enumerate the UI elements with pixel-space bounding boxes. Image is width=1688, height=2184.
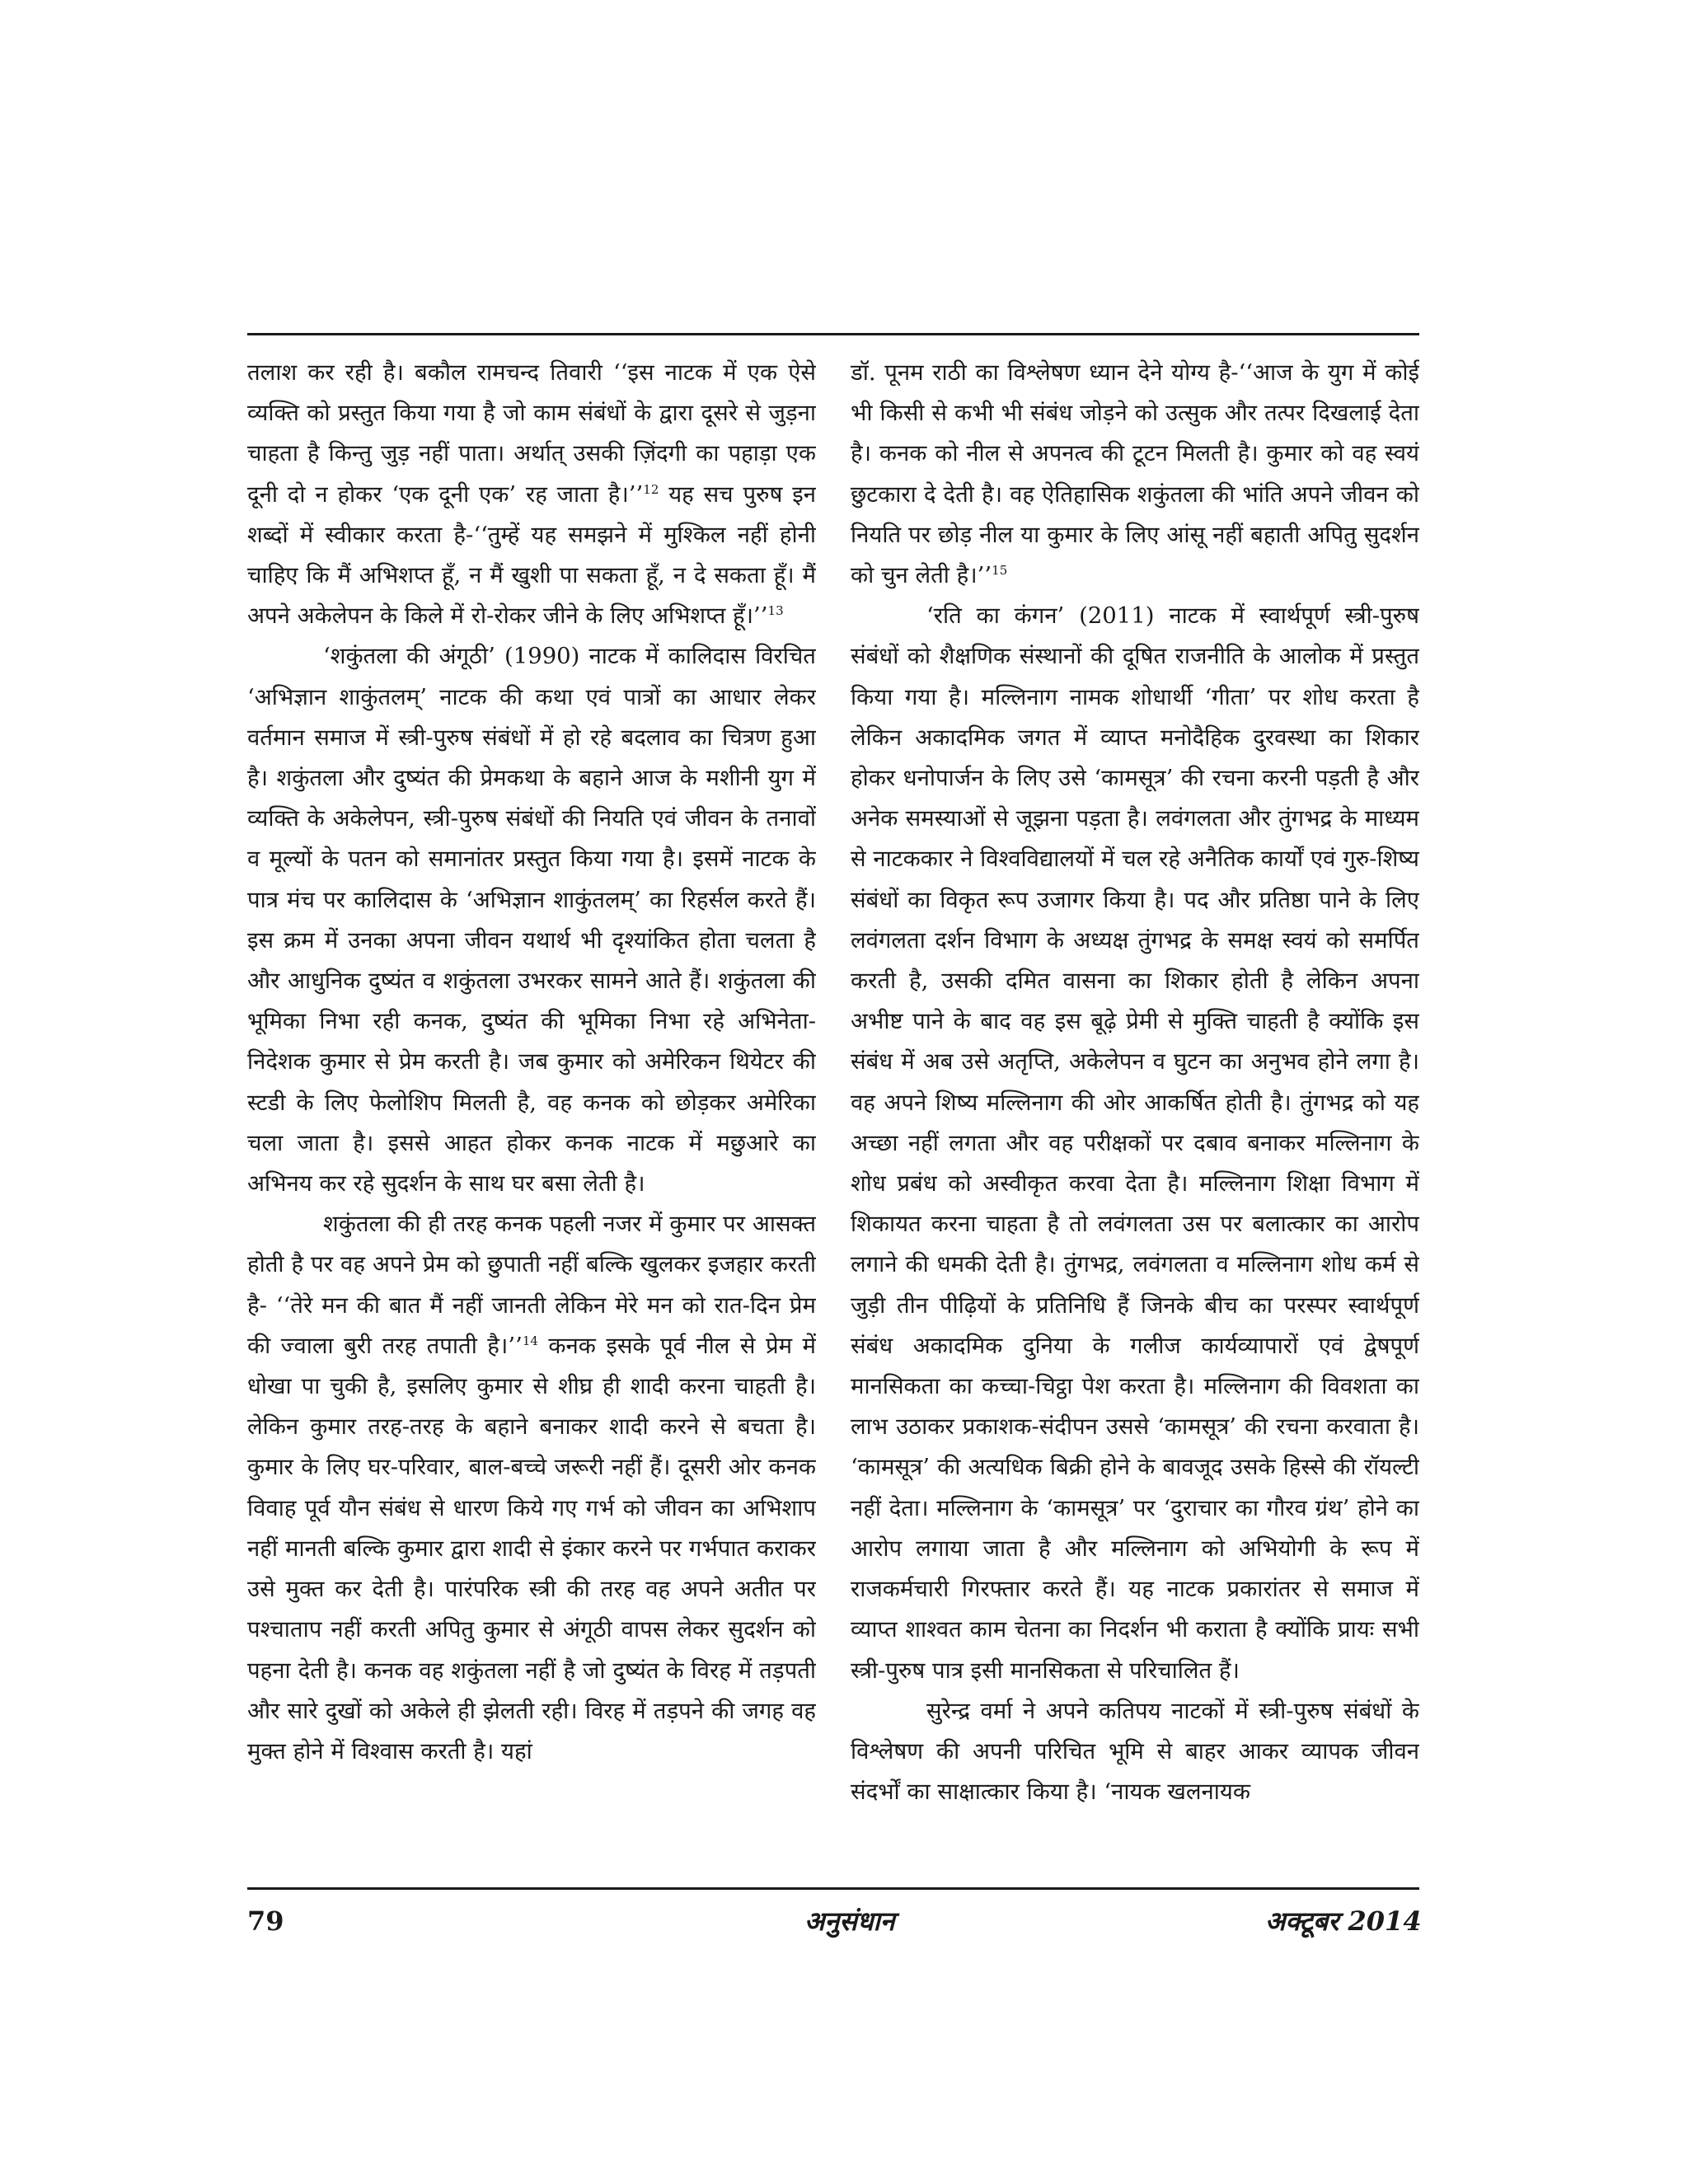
paragraph — [851, 353, 1419, 596]
paragraph-text: तलाश कर रही है। बकौल रामचन्द तिवारी ‘‘इस नाटक में एक ऐसे व्यक्ति को प्रस्तुत किया गया है जो काम संबंधों के द्वारा दूसरे से जुड़ना चाहता है किन्तु जुड़ नहीं पाता। अर्थात् उसकी ज़िंदगी का पहाड़ा एक दूनी दो न होकर ‘एक दूनी एक’ रह जाता है।’’ — [247, 359, 816, 508]
paragraph-text: कनक इसके पूर्व नील से प्रेम में धोखा पा चुकी है, इसलिए कुमार से शीघ्र ही शादी करना चाहती है। लेकिन कुमार तरह-तरह के बहाने बनाकर शादी करने से बचता है। कुमार के लिए घर-परिवार, बाल-बच्चे जरूरी नहीं हैं। दूसरी ओर कनक विवाह पूर्व यौन संबंध से धारण किये गए गर्भ को जीवन का अभिशाप नहीं मानती बल्कि कुमार द्वारा शादी से इंकार करने पर गर्भपात कराकर उसे मुक्त कर देती है। पारंपरिक स्त्री की तरह वह अपने अतीत पर पश्चाताप नहीं करती अपितु कुमार से अंगूठी वापस लेकर सुदर्शन को पहना देती है। कनक वह शकुंतला नहीं है जो दुष्यंत के विरह में तड़पती और सारे दुखों को अकेले ही झेलती रही। विरह में तड़पने की जगह वह मुक्त होने में विश्वास करती है। यहां — [247, 1332, 816, 1765]
paragraph — [851, 596, 1419, 1690]
issue-date: अक्टूबर 2014 — [1265, 1905, 1422, 1937]
paragraph-text: ‘शकुंतला की अंगूठी’ (1990) नाटक में कालिदास विरचित ‘अभिज्ञान शाकुंतलम्’ नाटक की कथा एवं पात्रों का आधार लेकर वर्तमान समाज में स्त्री-पुरुष संबंधों में हो रहे बदलाव का चित्रण हुआ है। शकुंतला और दुष्यंत की प्रेमकथा के बहाने आज के मशीनी युग में व्यक्ति के अकेलेपन, स्त्री-पुरुष संबंधों की नियति एवं जीवन के तनावों व मूल्यों के पतन को समानांतर प्रस्तुत किया गया है। इसमें नाटक के पात्र मंच पर कालिदास के ‘अभिज्ञान शाकुंतलम्’ का रिहर्सल करते हैं। इस क्रम में उनका अपना जीवन यथार्थ भी दृश्यांकित होता चलता है और आधुनिक दुष्यंत व शकुंतला उभरकर सामने आते हैं। शकुंतला की भूमिका निभा रही कनक, दुष्यंत की भूमिका निभा रहे अभिनेता-निदेशक कुमार से प्रेम करती है। जब कुमार को अमेरिकन थियेटर की स्टडी के लिए फेलोशिप मिलती है, वह कनक को छोड़कर अमेरिका चला जाता है। इससे आहत होकर कनक नाटक में मछुआरे का अभिनय कर रहे सुदर्शन के साथ घर बसा लेती है। — [247, 643, 816, 1197]
paragraph — [247, 353, 816, 636]
paragraph-text: सुरेन्द्र वर्मा ने अपने कतिपय नाटकों में स्त्री-पुरुष संबंधों के विश्लेषण की अपनी परिचित भूमि से बाहर आकर व्यापक जीवन संदर्भों का साक्षात्कार किया है। ‘नायक खलनायक — [851, 1697, 1419, 1806]
paragraph — [247, 636, 816, 1204]
footnote-ref: 15 — [992, 562, 1008, 578]
page-number: 79 — [247, 1905, 284, 1937]
footer-rule — [247, 1887, 1419, 1890]
paragraph — [247, 1204, 816, 1772]
journal-title: अनुसंधान — [804, 1905, 895, 1937]
footnote-ref: 13 — [767, 603, 784, 619]
footnote-ref: 12 — [643, 481, 659, 497]
left-column — [247, 353, 816, 1877]
paragraph-text: शकुंतला की ही तरह कनक पहली नजर में कुमार पर आसक्त होती है पर वह अपने प्रेम को छुपाती नहीं बल्कि खुलकर इजहार करती है- ‘‘तेरे मन की बात मैं नहीं जानती लेकिन मेरे मन को रात-दिन प्रेम की ज्वाला बुरी तरह तपाती है।’’ — [247, 1211, 816, 1359]
paragraph-text: यह सच पुरुष इन शब्दों में स्वीकार करता है-‘‘तुम्हें यह समझने में मुश्किल नहीं होनी चाहिए कि मैं अभिशप्त हूँ, न मैं खुशी पा सकता हूँ, न दे सकता हूँ। मैं अपने अकेलेपन के किले में रो-रोकर जीने के लिए अभिशप्त हूँ।’’ — [247, 480, 816, 630]
paragraph — [851, 1691, 1419, 1813]
right-column — [851, 353, 1419, 1877]
header-rule — [247, 333, 1419, 335]
paragraph-text: डॉ. पूनम राठी का विश्लेषण ध्यान देने योग्य है-‘‘आज के युग में कोई भी किसी से कभी भी संबंध जोड़ने को उत्सुक और तत्पर दिखलाई देता है। कनक को नील से अपनत्व की टूटन मिलती है। कुमार को वह स्वयं छुटकारा दे देती है। वह ऐतिहासिक शकुंतला की भांति अपने जीवन को नियति पर छोड़ नील या कुमार के लिए आंसू नहीं बहाती अपितु सुदर्शन को चुन लेती है।’’ — [851, 359, 1419, 589]
footnote-ref: 14 — [522, 1333, 538, 1348]
paragraph-text: ‘रति का कंगन’ (2011) नाटक में स्वार्थपूर्ण स्त्री-पुरुष संबंधों को शैक्षणिक संस्थानों की दूषित राजनीति के आलोक में प्रस्तुत किया गया है। मल्लिनाग नामक शोधार्थी ‘गीता’ पर शोध करता है लेकिन अकादमिक जगत में व्याप्त मनोदैहिक दुरवस्था का शिकार होकर धनोपार्जन के लिए उसे ‘कामसूत्र’ की रचना करनी पड़ती है और अनेक समस्याओं से जूझना पड़ता है। लवंगलता और तुंगभद्र के माध्यम से नाटककार ने विश्वविद्यालयों में चल रहे अनैतिक कार्यों एवं गुरु-शिष्य संबंधों का विकृत रूप उजागर किया है। पद और प्रतिष्ठा पाने के लिए लवंगलता दर्शन विभाग के अध्यक्ष तुंगभद्र के समक्ष स्वयं को समर्पित करती है, उसकी दमित वासना का शिकार होती है लेकिन अपना अभीष्ट पाने के बाद वह इस बूढ़े प्रेमी से मुक्ति चाहती है क्योंकि इस संबंध में अब उसे अतृप्ति, अकेलेपन व घुटन का अनुभव होने लगा है। वह अपने शिष्य मल्लिनाग की ओर आकर्षित होती है। तुंगभद्र को यह अच्छा नहीं लगता और वह परीक्षकों पर दबाव बनाकर मल्लिनाग के शोध प्रबंध को अस्वीकृत करवा देता है। मल्लिनाग शिक्षा विभाग में शिकायत करना चाहता है तो लवंगलता उस पर बलात्कार का आरोप लगाने की धमकी देती है। तुंगभद्र, लवंगलता व मल्लिनाग शोध कर्म से जुड़ी तीन पीढ़ियों के प्रतिनिधि हैं जिनके बीच का परस्पर स्वार्थपूर्ण संबंध अकादमिक दुनिया के गलीज कार्यव्यापारों एवं द्वेषपूर्ण मानसिकता का कच्चा-चिट्ठा पेश करता है। मल्लिनाग की विवशता का लाभ उठाकर प्रकाशक-संदीपन उससे ‘कामसूत्र’ की रचना करवाता है। ‘कामसूत्र’ की अत्यधिक बिक्री होने के बावजूद उसके हिस्से की रॉयल्टी नहीं देता। मल्लिनाग के ‘कामसूत्र’ पर ‘दुराचार का गौरव ग्रंथ’ होने का आरोप लगाया जाता है और मल्लिनाग को अभियोगी के रूप में राजकर्मचारी गिरफ्तार करते हैं। यह नाटक प्रकारांतर से समाज में व्याप्त शाश्वत काम चेतना का निदर्शन भी कराता है क्योंकि प्रायः सभी स्त्री-पुरुष पात्र इसी मानसिकता से परिचालित हैं। — [851, 602, 1419, 1684]
